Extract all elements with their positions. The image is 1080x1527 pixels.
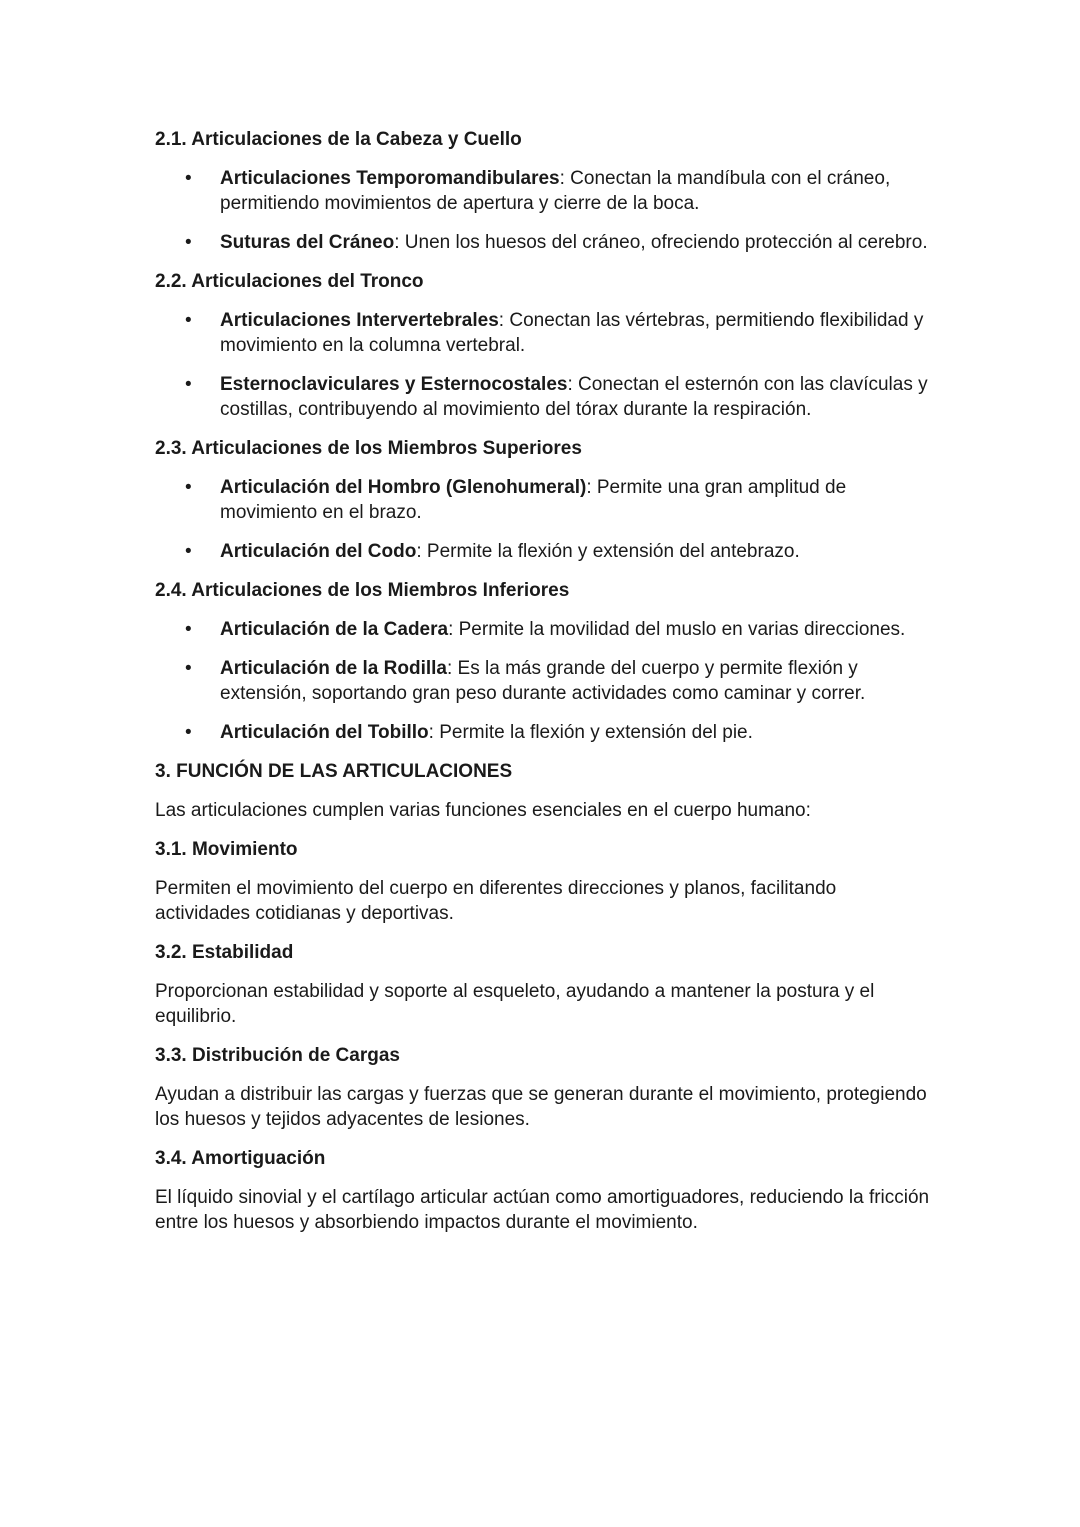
item-text: : Conectan la mandíbula con el cráneo, permitiendo movimientos de apertura y cierre de la boca. (220, 168, 891, 214)
subsection-heading: 3.4. Amortiguación (155, 1148, 326, 1169)
item-text: : Permite la flexión y extensión del antebrazo. (416, 541, 800, 562)
item-term: Esternoclaviculares y Esternocostales (220, 374, 568, 395)
subsection-heading: 3.1. Movimiento (155, 839, 298, 860)
list-item (155, 372, 930, 422)
list-item (155, 475, 930, 525)
list-item (155, 539, 930, 564)
item-term: Articulaciones Intervertebrales (220, 310, 499, 331)
bullet-list (155, 475, 930, 564)
list-item (155, 656, 930, 706)
subsection-paragraph: Ayudan a distribuir las cargas y fuerzas que se generan durante el movimiento, protegiendo los huesos y tejidos adyacentes de lesiones. (155, 1084, 927, 1130)
item-term: Articulación del Codo (220, 541, 417, 562)
list-item (155, 617, 930, 642)
item-text: : Conectan las vértebras, permitiendo flexibilidad y movimiento en la columna vertebral. (220, 310, 924, 356)
list-item (155, 230, 930, 255)
bullet-icon: • (185, 310, 192, 331)
section-heading: 2.4. Articulaciones de los Miembros Inferiores (155, 580, 570, 601)
bullet-icon: • (185, 722, 192, 743)
item-term: Articulación del Tobillo (220, 722, 429, 743)
subsection-paragraph: El líquido sinovial y el cartílago articular actúan como amortiguadores, reduciendo la fricción entre los huesos y absorbiendo impactos durante el movimiento. (155, 1187, 930, 1233)
item-text: : Permite la movilidad del muslo en varias direcciones. (448, 619, 906, 640)
item-text: : Permite la flexión y extensión del pie. (428, 722, 753, 743)
subsection-heading: 3.3. Distribución de Cargas (155, 1045, 400, 1066)
item-term: Articulación del Hombro (Glenohumeral) (220, 477, 587, 498)
item-text: : Es la más grande del cuerpo y permite flexión y extensión, soportando gran peso durante actividades como caminar y correr. (220, 658, 866, 704)
list-item (155, 166, 930, 216)
bullet-icon: • (185, 619, 192, 640)
list-item (155, 720, 930, 745)
item-text: : Unen los huesos del cráneo, ofreciendo protección al cerebro. (394, 232, 928, 253)
section-heading: 2.3. Articulaciones de los Miembros Superiores (155, 438, 582, 459)
item-term: Articulación de la Cadera (220, 619, 449, 640)
item-term: Suturas del Cráneo (220, 232, 395, 253)
item-term: Articulaciones Temporomandibulares (220, 168, 560, 189)
bullet-icon: • (185, 374, 192, 395)
item-text: : Conectan el esternón con las clavículas y costillas, contribuyendo al movimiento del tórax durante la respiración. (220, 374, 928, 420)
item-text: : Permite una gran amplitud de movimiento en el brazo. (220, 477, 847, 523)
subsection-paragraph: Permiten el movimiento del cuerpo en diferentes direcciones y planos, facilitando actividades cotidianas y deportivas. (155, 878, 837, 924)
bullet-icon: • (185, 168, 192, 189)
subsection-heading: 3.2. Estabilidad (155, 942, 294, 963)
item-term: Articulación de la Rodilla (220, 658, 447, 679)
chapter-heading: 3. FUNCIÓN DE LAS ARTICULACIONES (155, 761, 513, 782)
list-item (155, 308, 930, 358)
bullet-list (155, 308, 930, 422)
section-heading: 2.1. Articulaciones de la Cabeza y Cuello (155, 129, 522, 150)
bullet-icon: • (185, 658, 192, 679)
bullet-icon: • (185, 232, 192, 253)
document-page (155, 127, 930, 1249)
bullet-icon: • (185, 477, 192, 498)
intro-paragraph: Las articulaciones cumplen varias funciones esenciales en el cuerpo humano: (155, 800, 811, 821)
bullet-icon: • (185, 541, 192, 562)
section-heading: 2.2. Articulaciones del Tronco (155, 271, 424, 292)
bullet-list (155, 617, 930, 745)
subsection-paragraph: Proporcionan estabilidad y soporte al esqueleto, ayudando a mantener la postura y el equilibrio. (155, 981, 875, 1027)
bullet-list (155, 166, 930, 255)
